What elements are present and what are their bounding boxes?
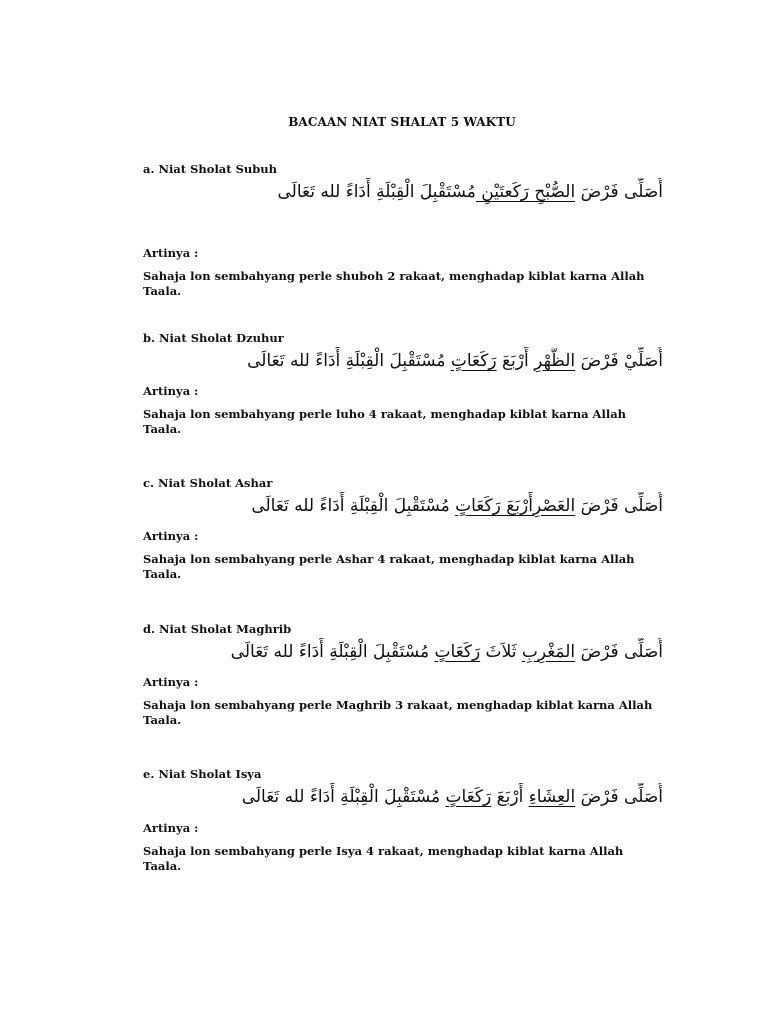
artinya-label: Artinya :	[143, 384, 199, 398]
section-ashar	[143, 476, 663, 586]
arabic-part-underlined-2: رَكَعَاتٍ	[455, 496, 501, 516]
section-subuh	[143, 162, 663, 302]
arabic-part-end: مُسْتَقْبِلَ الْقِبْلَةِ أَدَاءً لله تَعَالَى	[251, 496, 456, 516]
section-maghrib	[143, 622, 663, 732]
arabic-part-underlined: العِشَاءِ	[528, 787, 576, 807]
translation-text	[143, 844, 663, 874]
arabic-part-mid: أَرْبَعَ	[500, 496, 533, 516]
translation-text	[143, 269, 663, 299]
translation-line: Sahaja lon sembahyang perle Ashar 4 rakaat, menghadap kiblat karna Allah	[143, 552, 635, 566]
section-heading: c. Niat Sholat Ashar	[143, 476, 273, 490]
translation-line: Sahaja lon sembahyang perle luho 4 rakaat, menghadap kiblat karna Allah	[143, 407, 627, 421]
arabic-part-underlined: المَغْرِبِ	[521, 642, 576, 662]
arabic-part-mid: ثَلاَثَ	[480, 642, 522, 662]
arabic-part-start: أُصَلِّى فَرْضَ	[575, 182, 663, 202]
arabic-part-end: مُسْتَقْبِلَ الْقِبْلَةِ أَدَاءً لله تَعَالَى	[247, 351, 451, 371]
translation-line: Taala.	[143, 567, 182, 581]
translation-line: Taala.	[143, 713, 182, 727]
arabic-part-start: أُصَلِّى فَرْضَ	[575, 787, 663, 807]
artinya-label: Artinya :	[143, 246, 199, 260]
translation-line: Sahaja lon sembahyang perle shuboh 2 rakaat, menghadap kiblat karna Allah	[143, 269, 645, 283]
translation-text	[143, 698, 663, 728]
arabic-part-underlined: العَصْرِ	[532, 496, 576, 516]
arabic-part-end: مُسْتَقْبِلَ الْقِبْلَةِ أَدَاءً لله تَعَالَى	[230, 642, 435, 662]
arabic-part-underlined: الظُّهْرِ	[534, 351, 576, 371]
arabic-niat-text	[143, 492, 663, 520]
section-heading: b. Niat Sholat Dzuhur	[143, 331, 284, 345]
arabic-part-end: مُسْتَقْبِلَ الْقِبْلَةِ أَدَاءً لله تَعَالَى	[277, 182, 476, 202]
translation-text	[143, 407, 663, 437]
arabic-niat-text	[143, 347, 663, 375]
artinya-label: Artinya :	[143, 529, 199, 543]
artinya-label: Artinya :	[143, 821, 199, 835]
arabic-part-start: أُصَلِّى فَرْضَ	[575, 642, 663, 662]
section-heading: d. Niat Sholat Maghrib	[143, 622, 292, 636]
translation-line: Taala.	[143, 422, 182, 436]
arabic-niat-text	[143, 178, 663, 206]
arabic-part-start: أُصَلِّيْ فَرْضَ	[575, 351, 663, 371]
arabic-part-end: مُسْتَقْبِلَ الْقِبْلَةِ أَدَاءً لله تَعَالَى	[241, 787, 446, 807]
translation-line: Sahaja lon sembahyang perle Isya 4 rakaat, menghadap kiblat karna Allah	[143, 844, 624, 858]
section-isya	[143, 767, 663, 877]
arabic-part-mid: أَرْبَعَ	[491, 787, 529, 807]
arabic-part-underlined-2: رَكَعَاتٍ	[450, 351, 497, 371]
arabic-part-start: أُصَلِّى فَرْضَ	[575, 496, 663, 516]
translation-text	[143, 552, 663, 582]
arabic-part-mid: رَكَعتَيْنِ	[475, 182, 535, 202]
arabic-part-underlined-2: رَكَعَاتٍ	[434, 642, 481, 662]
section-dzuhur	[143, 331, 663, 441]
artinya-label: Artinya :	[143, 675, 199, 689]
translation-line: Taala.	[143, 284, 182, 298]
section-heading: a. Niat Sholat Subuh	[143, 162, 278, 176]
section-heading: e. Niat Sholat Isya	[143, 767, 262, 781]
arabic-niat-text	[143, 783, 663, 811]
arabic-niat-text	[143, 638, 663, 666]
translation-line: Taala.	[143, 859, 182, 873]
translation-line: Sahaja lon sembahyang perle Maghrib 3 rakaat, menghadap kiblat karna Allah	[143, 698, 653, 712]
arabic-part-underlined-2: رَكَعَاتٍ	[445, 787, 492, 807]
document-title: BACAAN NIAT SHALAT 5 WAKTU	[288, 115, 516, 129]
arabic-part-underlined: الصُّبْحِ	[534, 182, 576, 202]
arabic-part-mid: أَرْبَعَ	[496, 351, 535, 371]
